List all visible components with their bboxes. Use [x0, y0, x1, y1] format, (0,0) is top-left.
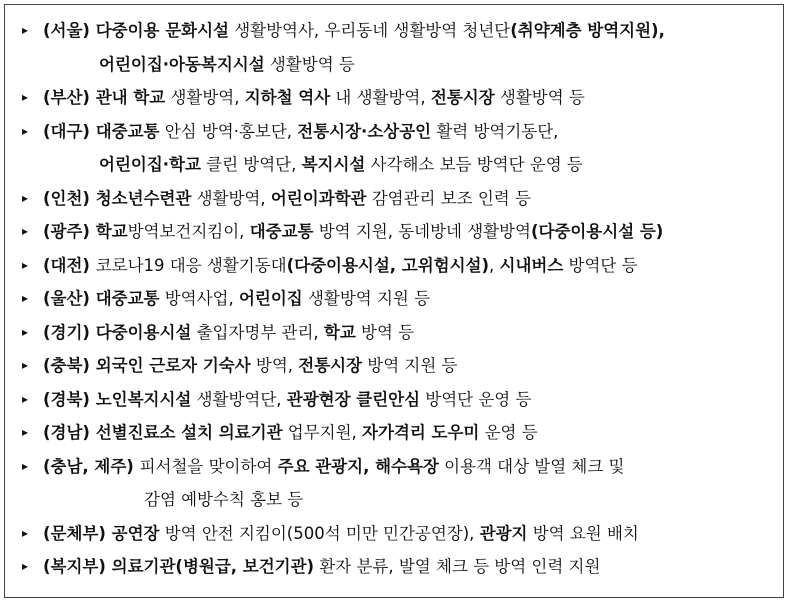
- text-segment: 이용객 대상 발열 체크 및: [438, 456, 625, 476]
- bullet-triangle-icon: ▸: [22, 358, 29, 372]
- text-segment: 활력 방역기동단,: [431, 121, 559, 141]
- bold-segment: 어린이과학관: [270, 188, 367, 208]
- item-line: [43, 282, 783, 316]
- bold-segment: 어린이집: [238, 289, 303, 308]
- item-line: [43, 81, 783, 115]
- item-line: [43, 249, 783, 283]
- bullet-triangle-icon: ▸: [22, 291, 29, 305]
- bold-segment: 전통시장·소상공인: [297, 121, 432, 141]
- bold-segment: (충남, 제주): [43, 456, 140, 476]
- text-segment: 감염 예방수칙 홍보 등: [144, 490, 304, 509]
- bold-segment: 대중교통: [249, 222, 314, 241]
- bullet-triangle-icon: ▸: [22, 458, 29, 473]
- item-line: [43, 48, 783, 82]
- text-segment: 감염관리 보조 인력 등: [366, 188, 531, 208]
- text-segment: 환자 분류, 발열 체크 등 방역 인력 지원: [314, 557, 601, 576]
- text-segment: 피서철을 맞이하여: [139, 456, 278, 476]
- item-line: [43, 115, 783, 149]
- list-item: [5, 383, 783, 417]
- bold-segment: 자가격리 도우미: [362, 423, 480, 442]
- bold-segment: 청소년수련관: [95, 188, 192, 208]
- text-segment: 방역 요원 배치: [527, 523, 639, 543]
- bold-segment: (대구): [43, 121, 96, 141]
- text-segment: 방역 지원, 동네방네 생활방역: [313, 222, 531, 241]
- item-line: [43, 550, 783, 584]
- bold-segment: 관광지: [479, 523, 528, 543]
- bold-segment: 어린이집·학교: [99, 155, 201, 174]
- bold-segment: 대중교통: [95, 121, 160, 141]
- bold-segment: 학교: [323, 322, 356, 342]
- bullet-triangle-icon: ▸: [22, 525, 29, 540]
- content-box: [4, 4, 784, 598]
- text-segment: 사각해소 보듬 방역단 운영 등: [365, 155, 583, 174]
- text-segment: 업무지원,: [282, 423, 363, 442]
- bold-segment: (문체부): [43, 523, 112, 543]
- text-segment: 방역보건지킴이,: [127, 222, 250, 241]
- bold-segment: (다중이용시설 등): [530, 222, 664, 241]
- bold-segment: (인천): [43, 188, 96, 208]
- bold-segment: 복지시설: [301, 155, 366, 174]
- text-segment: 생활방역사, 우리동네 생활방역 청년단: [228, 21, 511, 40]
- bullet-triangle-icon: ▸: [22, 224, 29, 238]
- list-item: [5, 182, 783, 216]
- list-item: [5, 14, 783, 81]
- item-line: [43, 483, 783, 517]
- bold-segment: 전통시장: [430, 88, 495, 107]
- regional-measures-list: [5, 14, 783, 584]
- text-segment: 출입자명부 관리,: [191, 322, 324, 342]
- bold-segment: (서울): [43, 21, 96, 40]
- list-item: [5, 282, 783, 316]
- bold-segment: 어린이집·아동복지시설: [99, 54, 265, 74]
- item-line: [43, 14, 783, 48]
- bold-segment: (복지부): [43, 557, 112, 576]
- bullet-triangle-icon: ▸: [22, 257, 29, 272]
- list-item: [5, 115, 783, 182]
- bold-segment: 선별진료소 설치 의료기관: [95, 423, 283, 442]
- bold-segment: (충북): [43, 356, 96, 375]
- bold-segment: 시내버스: [499, 255, 564, 275]
- text-segment: 클린 방역단,: [200, 155, 302, 174]
- text-segment: 생활방역 등: [264, 54, 355, 74]
- bold-segment: (경기): [43, 322, 96, 342]
- item-line: [43, 416, 783, 450]
- bold-segment: (광주): [43, 222, 96, 241]
- bold-segment: 전통시장: [298, 356, 363, 375]
- bullet-triangle-icon: ▸: [22, 324, 29, 339]
- list-item: [5, 450, 783, 517]
- list-item: [5, 517, 783, 551]
- list-item: [5, 249, 783, 283]
- item-line: [43, 316, 783, 350]
- text-segment: 방역단 운영 등: [420, 389, 532, 409]
- list-item: [5, 215, 783, 249]
- item-line: [43, 349, 783, 383]
- bullet-triangle-icon: ▸: [22, 90, 29, 104]
- list-item: [5, 416, 783, 450]
- list-item: [5, 550, 783, 584]
- text-segment: 생활방역 지원 등: [302, 289, 431, 308]
- bullet-triangle-icon: ▸: [22, 123, 29, 138]
- text-segment: 내 생활방역,: [330, 88, 431, 107]
- text-segment: 생활방역 등: [494, 88, 585, 107]
- bold-segment: 주요 관광지, 해수욕장: [277, 456, 439, 476]
- text-segment: ,: [489, 255, 500, 275]
- text-segment: 방역,: [250, 356, 299, 375]
- text-segment: 방역단 등: [563, 255, 638, 275]
- bullet-triangle-icon: ▸: [22, 190, 29, 205]
- list-item: [5, 316, 783, 350]
- bold-segment: (경남): [43, 423, 96, 442]
- list-item: [5, 81, 783, 115]
- text-segment: 방역 안전 지킴이(500석 미만 민간공연장),: [159, 523, 480, 543]
- bullet-triangle-icon: ▸: [22, 23, 29, 37]
- bold-segment: (취약계층 방역지원),: [510, 21, 665, 40]
- bold-segment: (부산): [43, 88, 96, 107]
- bold-segment: 외국인 근로자 기숙사: [95, 356, 251, 375]
- text-segment: 코로나19 대응 생활기동대: [95, 255, 287, 275]
- bold-segment: 학교: [95, 222, 128, 241]
- bold-segment: 공연장: [111, 523, 160, 543]
- item-line: [43, 148, 783, 182]
- bold-segment: 대중교통: [95, 289, 160, 308]
- item-line: [43, 450, 783, 484]
- text-segment: 방역 지원 등: [362, 356, 458, 375]
- bold-segment: 관내 학교: [95, 88, 166, 107]
- text-segment: 생활방역단,: [191, 389, 287, 409]
- bold-segment: 관광현장 클린안심: [286, 389, 421, 409]
- text-segment: 방역사업,: [159, 289, 239, 308]
- bold-segment: 의료기관(병원급, 보건기관): [111, 557, 315, 576]
- bullet-triangle-icon: ▸: [22, 391, 29, 406]
- bold-segment: 다중이용시설: [95, 322, 192, 342]
- bullet-triangle-icon: ▸: [22, 559, 29, 573]
- item-line: [43, 182, 783, 216]
- text-segment: 생활방역,: [191, 188, 271, 208]
- text-segment: 생활방역,: [165, 88, 245, 107]
- bold-segment: 노인복지시설: [95, 389, 192, 409]
- list-item: [5, 349, 783, 383]
- item-line: [43, 383, 783, 417]
- item-line: [43, 215, 783, 249]
- bold-segment: (대전): [43, 255, 96, 275]
- text-segment: 운영 등: [479, 423, 538, 442]
- bold-segment: 지하철 역사: [244, 88, 331, 107]
- bold-segment: (울산): [43, 289, 96, 308]
- bold-segment: (다중이용시설, 고위험시설): [286, 255, 490, 275]
- text-segment: 안심 방역·홍보단,: [159, 121, 298, 141]
- bold-segment: 다중이용 문화시설: [95, 21, 229, 40]
- bold-segment: (경북): [43, 389, 96, 409]
- bullet-triangle-icon: ▸: [22, 425, 29, 439]
- item-line: [43, 517, 783, 551]
- text-segment: 방역 등: [355, 322, 415, 342]
